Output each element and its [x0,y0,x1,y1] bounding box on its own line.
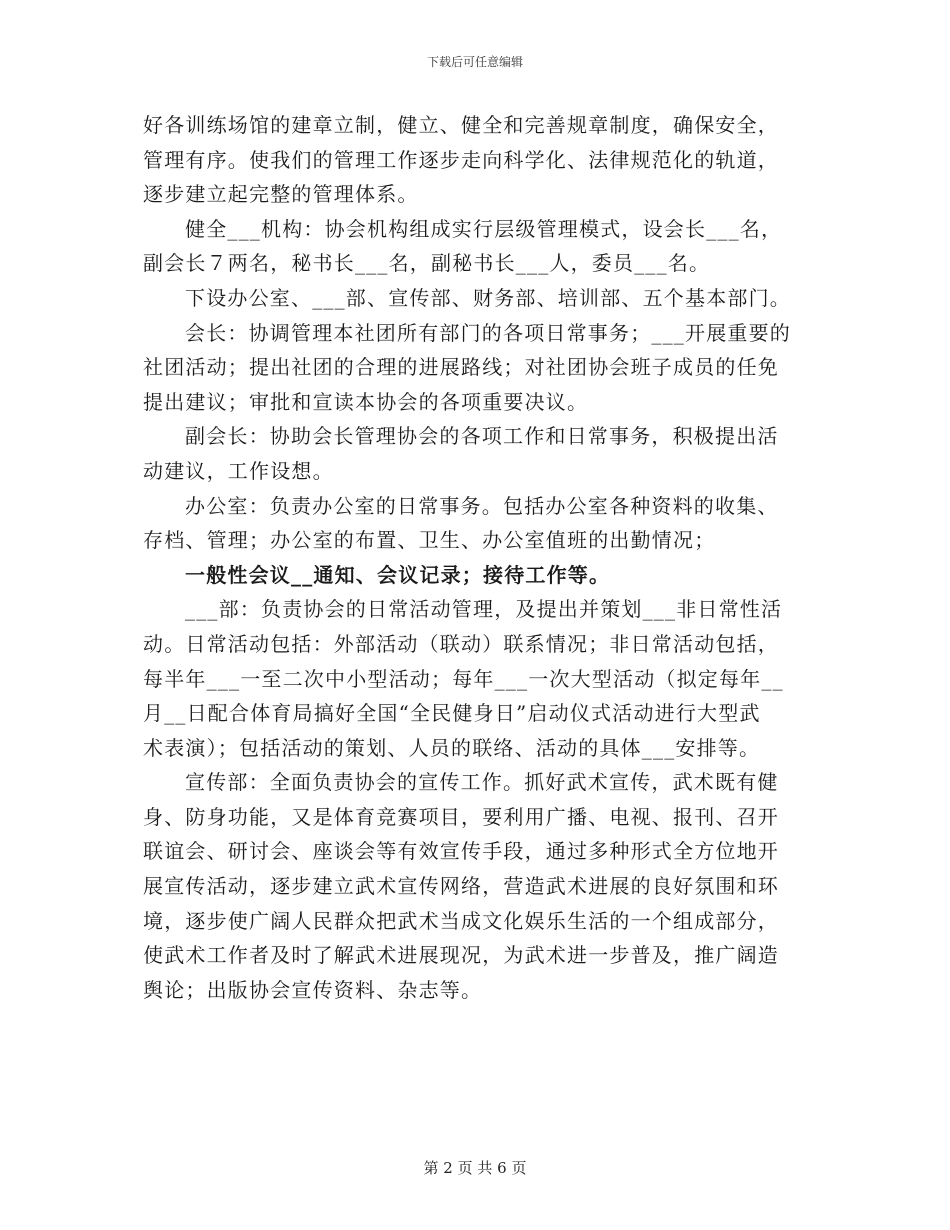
text-line: 舆论；出版协会宣传资料、杂志等。 [143,977,483,1002]
text-line: 副会长７两名，秘书长___名，副秘书长___人，委员___名。 [143,251,711,276]
text-line: 好各训练场馆的建章立制，健立、健全和完善规章制度，确保安全， [143,113,779,137]
text-line: 动。日常活动包括：外部活动（联动）联系情况；非日常活动包括， [143,631,779,656]
text-line: 宣传部：全面负责协会的宣传工作。抓好武术宣传，武术既有健 [185,770,779,795]
text-line: 下设办公室、___部、宣传部、财务部、培训部、五个基本部门。 [185,285,791,310]
text-line: 存档、管理；办公室的布置、卫生、办公室值班的出勤情况； [143,528,716,553]
page-header: 下载后可任意编辑 [426,55,523,69]
page-footer: 第 2 页 共 6 页 [423,1159,527,1177]
text-line: 境，逐步使广阔人民群众把武术当成文化娱乐生活的一个组成部分， [143,908,779,933]
text-line: 月__日配合体育局搞好全国“全民健身日”启动仪式活动进行大型武 [143,701,761,726]
text-line: 一般性会议__通知、会议记录；接待工作等。 [185,562,611,587]
text-line: 会长：协调管理本社团所有部门的各项日常事务；___开展重要的 [185,320,791,345]
text-line: 术表演）；包括活动的策划、人员的联络、活动的具体___安排等。 [143,735,761,760]
text-line: 逐步建立起完整的管理体系。 [143,182,419,207]
text-line: 管理有序。使我们的管理工作逐步走向科学化、法律规范化的轨道， [143,147,779,172]
text-line: 副会长：协助会长管理协会的各项工作和日常事务，积极提出活 [185,424,779,449]
text-line: 健全___机构：协会机构组成实行层级管理模式，设会长___名， [185,216,783,241]
text-line: 联谊会、研讨会、座谈会等有效宣传手段，通过多种形式全方位地开 [143,839,779,864]
text-line: 身、防身功能，又是体育竞赛项目，要利用广播、电视、报刊、召开 [143,804,779,829]
text-line: ___部：负责协会的日常活动管理，及提出并策划___非日常性活 [185,597,783,622]
text-line: 提出建议；审批和宣读本协会的各项重要决议。 [143,389,589,414]
text-line: 社团活动；提出社团的合理的进展路线；对社团协会班子成员的任免 [143,355,779,380]
text-line: 动建议，工作设想。 [143,458,334,483]
text-line: 展宣传活动，逐步建立武术宣传网络，营造武术进展的良好氛围和环 [143,874,779,899]
text-line: 每半年___一至二次中小型活动；每年___一次大型活动（拟定每年__ [143,666,784,691]
text-line: 办公室：负责办公室的日常事务。包括办公室各种资料的收集、 [185,493,779,518]
document-body [143,108,811,1007]
text-line: 使武术工作者及时了解武术进展现况，为武术进一步普及，推广阔造 [143,943,779,968]
